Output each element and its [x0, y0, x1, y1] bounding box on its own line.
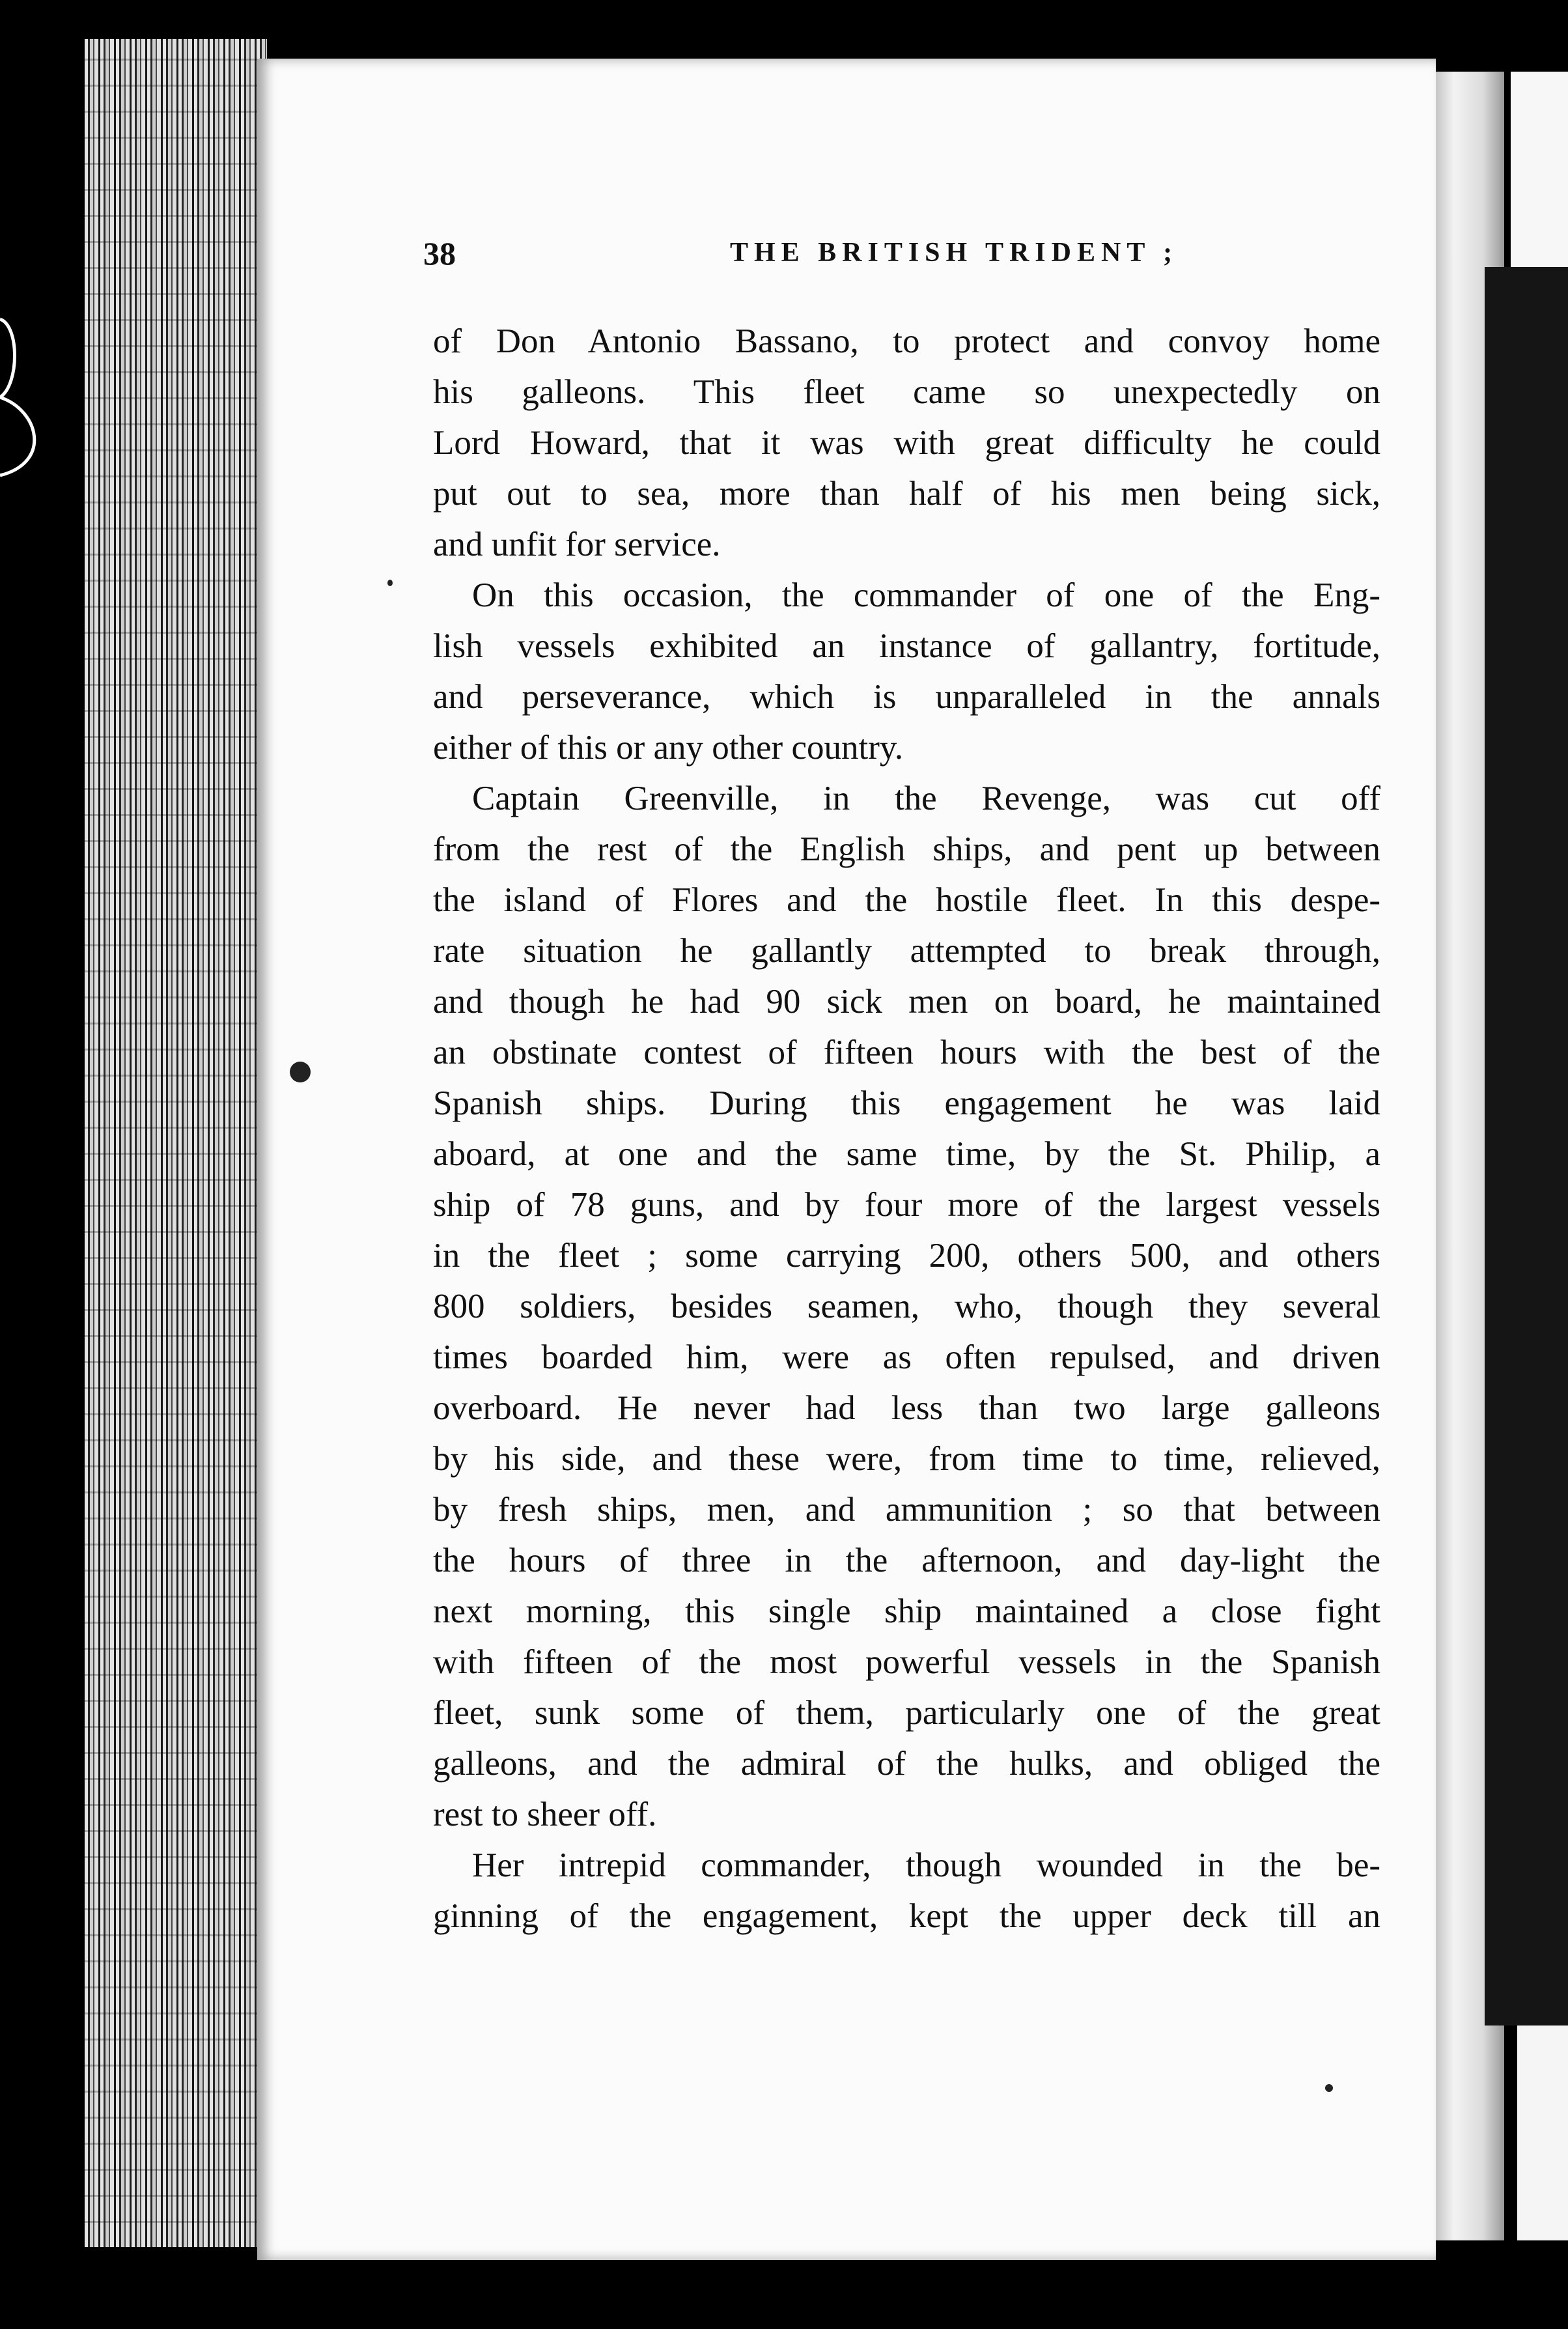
text-line: ship of 78 guns, and by four more of the largest vessels — [433, 1186, 1380, 1224]
text-line: 800 soldiers, besides seamen, who, though they several — [433, 1288, 1380, 1325]
text-line: in the fleet ; some carrying 200, others 500, and others — [433, 1237, 1380, 1275]
ink-speck — [290, 1062, 311, 1082]
text-line: fleet, sunk some of them, particularly one of the great — [433, 1694, 1380, 1732]
text-line: times boarded him, were as often repulsed, and driven — [433, 1338, 1380, 1376]
text-line: next morning, this single ship maintained a close fight — [433, 1592, 1380, 1630]
adjacent-page-shadow — [1485, 267, 1568, 2026]
text-line: Captain Greenville, in the Revenge, was cut off — [472, 780, 1380, 817]
text-line: Her intrepid commander, though wounded in the be- — [472, 1846, 1380, 1884]
text-line: of Don Antonio Bassano, to protect and convoy home — [433, 322, 1380, 360]
book-page — [257, 59, 1436, 2260]
text-line: aboard, at one and the same time, by the St. Philip, a — [433, 1135, 1380, 1173]
text-line: galleons, and the admiral of the hulks, and obliged the — [433, 1745, 1380, 1783]
page-edges-stack — [85, 39, 267, 2247]
body-text — [433, 316, 1380, 1941]
text-line: the hours of three in the afternoon, and day-light the — [433, 1542, 1380, 1579]
text-line: either of this or any other country. — [433, 729, 904, 767]
text-line: rest to sheer off. — [433, 1796, 657, 1833]
text-line: by fresh ships, men, and ammunition ; so that between — [433, 1491, 1380, 1529]
text-line: by his side, and these were, from time to time, relieved, — [433, 1440, 1380, 1478]
ink-speck — [1325, 2084, 1333, 2092]
running-head: THE BRITISH TRIDENT ; — [729, 238, 1179, 268]
text-line: and perseverance, which is unparalleled in the annals — [433, 678, 1380, 716]
text-line: overboard. He never had less than two large galleons — [433, 1389, 1380, 1427]
text-line: an obstinate contest of fifteen hours with the best of the — [433, 1034, 1380, 1071]
text-line: lish vessels exhibited an instance of gallantry, fortitude, — [433, 627, 1380, 665]
text-line: ginning of the engagement, kept the upper deck till an — [433, 1897, 1380, 1935]
text-line: rate situation he gallantly attempted to break through, — [433, 932, 1380, 970]
text-line: Lord Howard, that it was with great difficulty he could — [433, 424, 1380, 462]
text-line: the island of Flores and the hostile fleet. In this despe- — [433, 881, 1380, 919]
text-line: with fifteen of the most powerful vessels in the Spanish — [433, 1643, 1380, 1681]
page-header — [423, 234, 1407, 280]
text-line: On this occasion, the commander of one of the Eng- — [472, 576, 1380, 614]
text-line: and though he had 90 sick men on board, he maintained — [433, 983, 1380, 1021]
text-line: from the rest of the English ships, and pent up between — [433, 830, 1380, 868]
scan-edge-mark — [0, 313, 46, 482]
text-line: and unfit for service. — [433, 526, 721, 563]
text-line: Spanish ships. During this engagement he was laid — [433, 1084, 1380, 1122]
ink-speck — [387, 580, 393, 586]
text-line: put out to sea, more than half of his men being sick, — [433, 475, 1380, 513]
adjacent-page-top — [1511, 72, 1568, 267]
text-line: his galleons. This fleet came so unexpectedly on — [433, 373, 1380, 411]
page-number: 38 — [423, 235, 456, 272]
adjacent-page-bottom — [1517, 2026, 1568, 2240]
